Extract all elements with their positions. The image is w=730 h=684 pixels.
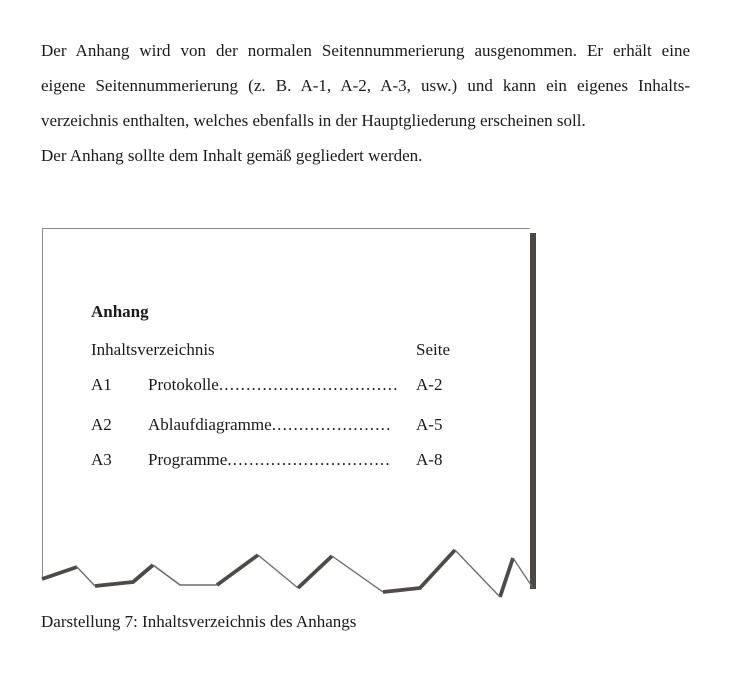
dot-leader: ......................	[271, 415, 392, 434]
toc-entry-number: A1	[91, 375, 112, 394]
toc-entry-page: A-2	[416, 375, 443, 394]
toc-entry-title	[148, 375, 406, 395]
toc-entry-page: A-5	[416, 415, 443, 434]
toc-entry-text: Protokolle	[148, 375, 219, 394]
toc-row	[91, 415, 442, 435]
paragraph-line: Der Anhang wird von der normalen Seitennummerierung ausgenommen. Er erhält eine	[41, 41, 690, 60]
toc-header-page-label: Seite	[416, 340, 450, 359]
dot-leader: .................................	[218, 375, 399, 394]
figure-heading: Anhang	[91, 302, 149, 321]
toc-entry-title	[148, 415, 406, 435]
torn-edge	[35, 543, 545, 605]
figure-drop-shadow	[530, 233, 536, 589]
toc-entry-text: Ablaufdiagramme	[148, 415, 272, 434]
toc-entry-title	[148, 450, 406, 470]
body-paragraph-2: Der Anhang sollte dem Inhalt gemäß gegliedert werden.	[41, 146, 423, 165]
figure-frame	[42, 228, 530, 578]
toc-row	[91, 375, 442, 395]
toc-entry-number: A3	[91, 450, 112, 469]
figure-caption: Darstellung 7: Inhaltsverzeichnis des Anhangs	[41, 612, 357, 631]
dot-leader: ..............................	[227, 450, 391, 469]
toc-entry-text: Programme	[148, 450, 228, 469]
toc-entry-page: A-8	[416, 450, 443, 469]
toc-header-label: Inhaltsverzeichnis	[91, 340, 215, 359]
paragraph-line: eigene Seitennummerierung (z. B. A-1, A-2, A-3, usw.) und kann ein eigenes Inhalts-	[41, 76, 690, 95]
paragraph-line: verzeichnis enthalten, welches ebenfalls in der Hauptgliederung erscheinen soll.	[41, 111, 586, 130]
toc-entry-number: A2	[91, 415, 112, 434]
body-paragraph-1	[41, 33, 690, 138]
toc-row	[91, 450, 442, 470]
toc-header-row	[91, 340, 450, 360]
